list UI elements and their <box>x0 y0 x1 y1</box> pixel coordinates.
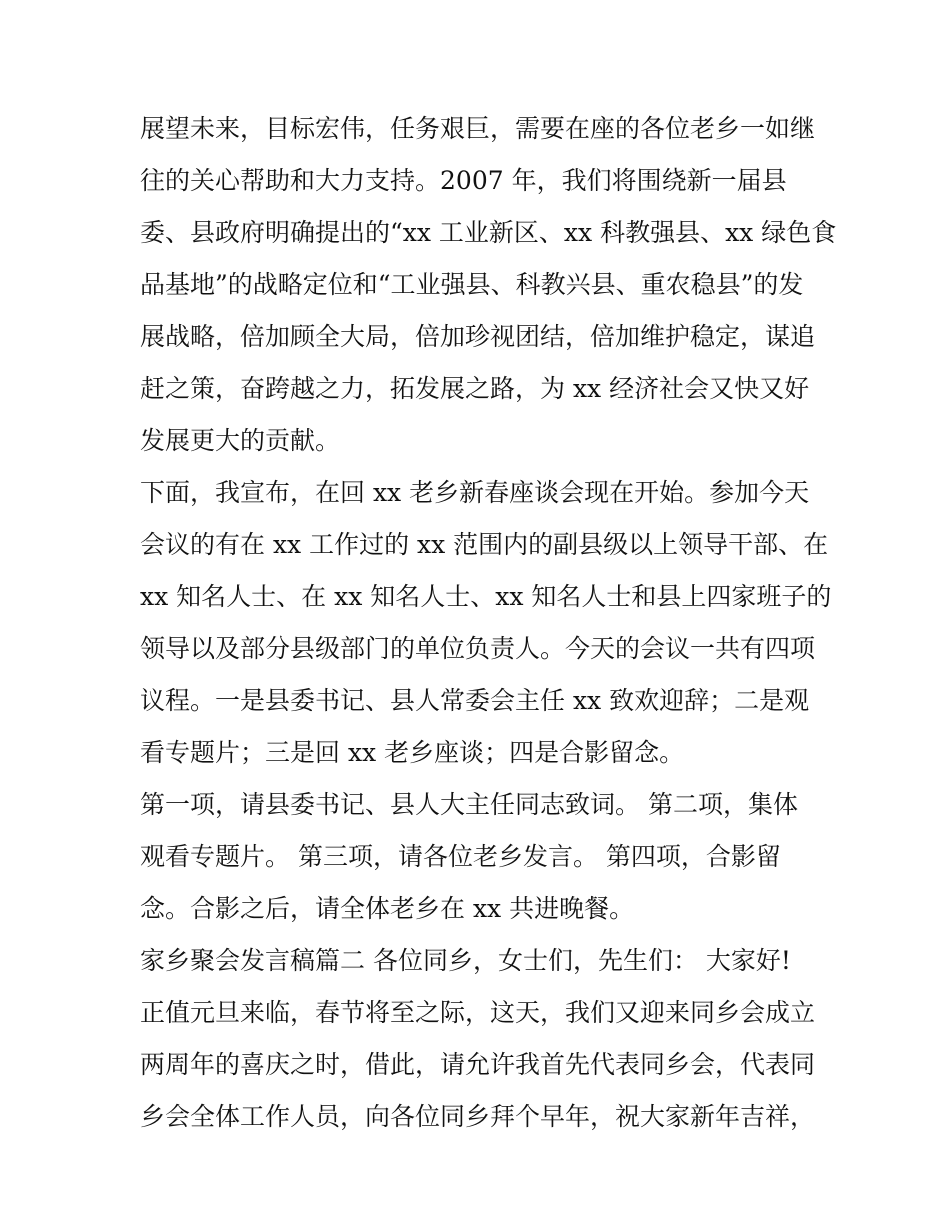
text-line: 会议的有在 xx 工作过的 xx 范围内的副县级以上领导干部、在 <box>140 530 829 559</box>
text-line: 乡会全体工作人员，向各位同乡拜个早年，祝大家新年吉祥， <box>140 1102 816 1131</box>
text-line: 赶之策，奋跨越之力，拓发展之路，为 xx 经济社会又快又好 <box>140 374 810 403</box>
text-line: 正值元旦来临，春节将至之际，这天，我们又迎来同乡会成立 <box>140 998 816 1027</box>
text-line: 议程。一是县委书记、县人常委会主任 xx 致欢迎辞；二是观 <box>140 686 810 715</box>
text-line: 往的关心帮助和大力支持。2007 年，我们将围绕新一届县 <box>140 166 787 195</box>
text-line: 第一项，请县委书记、县人大主任同志致词。 第二项，集体 <box>140 790 798 819</box>
text-line: 两周年的喜庆之时，借此，请允许我首先代表同乡会，代表同 <box>140 1050 816 1079</box>
text-line: 发展更大的贡献。 <box>140 426 341 455</box>
text-line: 展望未来，目标宏伟，任务艰巨，需要在座的各位老乡一如继 <box>140 114 816 143</box>
text-line: 品基地”的战略定位和“工业强县、科教兴县、重农稳县”的发 <box>140 270 804 299</box>
body-text <box>140 103 837 1143</box>
text-line: 展战略，倍加顾全大局，倍加珍视团结，倍加维护稳定，谋追 <box>140 322 816 351</box>
text-line: xx 知名人士、在 xx 知名人士、xx 知名人士和县上四家班子的 <box>140 582 832 611</box>
text-line: 领导以及部分县级部门的单位负责人。今天的会议一共有四项 <box>140 634 816 663</box>
text-line: 家乡聚会发言稿篇二 各位同乡，女士们，先生们： 大家好! <box>140 946 791 975</box>
text-line: 看专题片；三是回 xx 老乡座谈；四是合影留念。 <box>140 738 685 767</box>
text-line: 委、县政府明确提出的“xx 工业新区、xx 科教强县、xx 绿色食 <box>140 218 837 247</box>
text-line: 下面，我宣布，在回 xx 老乡新春座谈会现在开始。参加今天 <box>140 478 810 507</box>
text-line: 观看专题片。 第三项，请各位老乡发言。 第四项，合影留 <box>140 842 781 871</box>
text-line: 念。合影之后，请全体老乡在 xx 共进晚餐。 <box>140 894 635 923</box>
